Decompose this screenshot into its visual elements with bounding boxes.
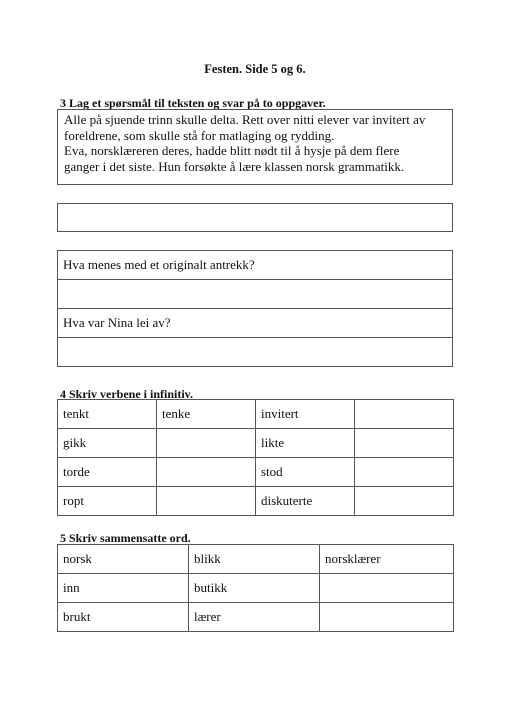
infinitive-input[interactable] — [355, 429, 454, 458]
section-3-heading: 3 Lag et spørsmål til teksten og svar på to oppgaver. — [60, 96, 326, 110]
infinitive-input[interactable] — [355, 458, 454, 487]
text-line: foreldrene, som skulle stå for matlaging og rydding. — [64, 127, 335, 143]
verb-cell: torde — [58, 458, 157, 487]
infinitive-input[interactable] — [355, 400, 454, 429]
compound-cell: norsklærer — [320, 545, 454, 574]
infinitive-input[interactable] — [157, 458, 256, 487]
verb-cell: invitert — [256, 400, 355, 429]
infinitive-input[interactable] — [355, 487, 454, 516]
verb-cell: diskuterte — [256, 487, 355, 516]
page-title: Festen. Side 5 og 6. — [204, 62, 306, 76]
compound-input[interactable] — [320, 603, 454, 632]
word-cell: inn — [58, 574, 189, 603]
verb-cell: ropt — [58, 487, 157, 516]
section-5-heading: 5 Skriv sammensatte ord. — [60, 531, 191, 545]
compound-words-table — [57, 544, 454, 632]
infinitive-input[interactable] — [157, 429, 256, 458]
verb-table — [57, 399, 454, 516]
text-line: Eva, norsklæreren deres, hadde blitt nødt til å hysje på dem flere — [64, 143, 400, 158]
word-cell: brukt — [58, 603, 189, 632]
word-cell: butikk — [189, 574, 320, 603]
verb-cell: likte — [256, 429, 355, 458]
word-cell: blikk — [189, 545, 320, 574]
word-cell: lærer — [189, 603, 320, 632]
text-line: ganger i det siste. Hun forsøkte å lære klassen norsk grammatikk. — [64, 158, 405, 174]
answer-1-field[interactable] — [58, 280, 453, 309]
reading-text-box — [57, 109, 453, 185]
question-1: Hva menes med et originalt antrekk? — [58, 251, 453, 280]
infinitive-cell: tenke — [157, 400, 256, 429]
text-line: Alle på sjuende trinn skulle delta. Rett over nitti elever var invitert av — [64, 112, 426, 127]
questions-table — [57, 250, 453, 367]
verb-cell: tenkt — [58, 400, 157, 429]
question-2: Hva var Nina lei av? — [58, 309, 453, 338]
verb-cell: stod — [256, 458, 355, 487]
infinitive-input[interactable] — [157, 487, 256, 516]
word-cell: norsk — [58, 545, 189, 574]
compound-input[interactable] — [320, 574, 454, 603]
own-question-field[interactable] — [57, 203, 453, 232]
section-4-heading: 4 Skriv verbene i infinitiv. — [60, 387, 194, 401]
verb-cell: gikk — [58, 429, 157, 458]
answer-2-field[interactable] — [58, 338, 453, 367]
